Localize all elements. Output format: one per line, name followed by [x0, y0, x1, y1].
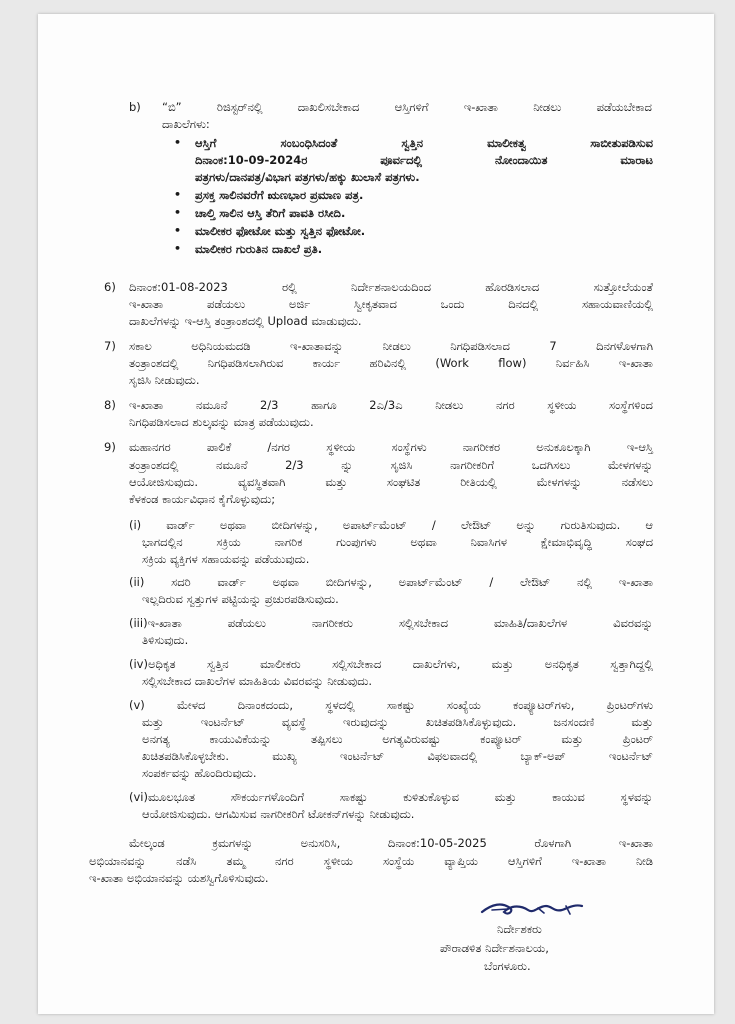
item-text-line: ತಂತ್ರಾಂಶದಲ್ಲಿ ನಿಗಧಿಪಡಿಸಲಾಗಿರುವ ಕಾರ್ಯ ಹರಿವಿನಲ್ಲಿ (Work flow) ನಿರ್ವಹಿಸಿ ಇ-ಖಾತಾ	[129, 356, 653, 370]
sub-item-line: (i) ವಾರ್ಡ್ ಅಥವಾ ಬೀದಿಗಳನ್ನು, ಅಪಾರ್ಟ್‌ಮೆಂಟ್ / ಲೇಔಟ್ ಅನ್ನು ಗುರುತಿಸುವುದು. ಆ	[129, 518, 653, 532]
bullet-text: ಪ್ರಸಕ್ತ ಸಾಲಿನವರೆಗೆ ಋಣಭಾರ ಪ್ರಮಾಣ ಪತ್ರ.	[195, 188, 364, 202]
sub-item-line: ಇಲ್ಲದಿರುವ ಸ್ವತ್ತುಗಳ ಪಟ್ಟಿಯನ್ನು ಪ್ರಚುರಪಡಿಸುವುದು.	[142, 592, 339, 606]
sub-item-line: ಆಯೋಜಿಸುವುದು. ಆಗಮಿಸುವ ನಾಗರೀಕರಿಗೆ ಟೋಕನ್‌ಗಳನ್ನು ನೀಡುವುದು.	[142, 807, 415, 821]
bullet-dot: •	[174, 136, 182, 149]
document-page	[38, 14, 714, 1014]
sub-item-line: ಸಲ್ಲಿಸಬೇಕಾದ ದಾಖಲೆಗಳ ಮಾಹಿತಿಯ ವಿವರವನ್ನು ನೀಡುವುದು.	[142, 674, 373, 688]
bullet-text: ಚಾಲ್ತಿ ಸಾಲಿನ ಆಸ್ತಿ ತೆರಿಗೆ ಪಾವತಿ ರಸೀದಿ.	[195, 206, 346, 220]
item-text-line: ಸಕಾಲ ಅಧಿನಿಯಮದಡಿ ಇ-ಖಾತಾವನ್ನು ನೀಡಲು ನಿಗಧಿಪಡಿಸಲಾದ 7 ದಿನಗಳೊಳಗಾಗಿ	[129, 339, 653, 353]
item-text-line: ಸೃಜಿಸಿ ನೀಡುವುದು.	[129, 373, 200, 387]
sub-item-line: ಸಕ್ರಿಯ ವ್ಯಕ್ತಿಗಳ ಸಹಾಯವನ್ನು ಪಡೆಯುವುದು.	[142, 552, 310, 566]
bullet-dot: •	[174, 224, 182, 237]
item-text-line: ದಿನಾಂಕ:01-08-2023 ರಲ್ಲಿ ನಿರ್ದೇಶನಾಲಯದಿಂದ ಹೊರಡಿಸಲಾದ ಸುತ್ತೋಲೆಯಂತೆ	[129, 280, 653, 294]
bullet-dot: •	[174, 206, 182, 219]
bullet-text: ಮಾಲೀಕರ ಫೋಟೋ ಮತ್ತು ಸ್ವತ್ತಿನ ಫೋಟೋ.	[195, 224, 366, 238]
signature-scribble	[478, 894, 588, 924]
closing-line: ಅಭಿಯಾನವನ್ನು ನಡೆಸಿ ತಮ್ಮ ನಗರ ಸ್ಥಳೀಯ ಸಂಸ್ಥೆಯ ವ್ಯಾಪ್ತಿಯ ಆಸ್ತಿಗಳಿಗೆ ಇ-ಖಾತಾ ನೀಡಿ	[89, 854, 653, 868]
sub-item-line: (vi)ಮೂಲಭೂತ ಸೌಕರ್ಯಗಳೊಂದಿಗೆ ಸಾಕಷ್ಟು ಕುಳಿತುಕೊಳ್ಳುವ ಮತ್ತು ಕಾಯುವ ಸ್ಥಳವನ್ನು	[129, 790, 653, 804]
sub-item-line: ಅನಗತ್ಯ ಕಾಯುವಿಕೆಯನ್ನು ತಪ್ಪಿಸಲು ಅಗತ್ಯವಿರುವಷ್ಟು ಕಂಪ್ಯೂಟರ್ ಮತ್ತು ಪ್ರಿಂಟರ್	[142, 732, 653, 746]
sub-item-line: (iii)ಇ-ಖಾತಾ ಪಡೆಯಲು ನಾಗರೀಕರು ಸಲ್ಲಿಸಬೇಕಾದ ಮಾಹಿತಿ/ದಾಖಲೆಗಳ ವಿವರವನ್ನು	[129, 616, 653, 630]
sub-item-line: (v) ಮೇಳದ ದಿನಾಂಕದಂದು, ಸ್ಥಳದಲ್ಲಿ ಸಾಕಷ್ಟು ಸಂಖ್ಯೆಯ ಕಂಪ್ಯೂಟರ್‌ಗಳು, ಪ್ರಿಂಟರ್‌ಗಳು	[129, 698, 653, 712]
section-b-intro-line: “ಬಿ” ರಿಜಿಸ್ಟರ್‌ನಲ್ಲಿ ದಾಖಲಿಸಬೇಕಾದ ಆಸ್ತಿಗಳಿಗೆ ಇ-ಖಾತಾ ನೀಡಲು ಪಡೆಯಬೇಕಾದ	[162, 100, 652, 114]
sub-item-line: ಮತ್ತು ಇಂಟರ್ನೆಟ್ ವ್ಯವಸ್ಥೆ ಇರುವುದನ್ನು ಖಚಿತಪಡಿಸಿಕೊಳ್ಳುವುದು. ಜನಸಂದಣಿ ಮತ್ತು	[142, 715, 653, 729]
signatory-city: ಬೆಂಗಳೂರು.	[484, 959, 531, 973]
bullet-dot: •	[174, 242, 182, 255]
closing-line: ಮೇಲ್ಕಂಡ ಕ್ರಮಗಳನ್ನು ಅನುಸರಿಸಿ, ದಿನಾಂಕ:10-05-2025 ರೊಳಗಾಗಿ ಇ-ಖಾತಾ	[129, 836, 653, 850]
bullet-text: ಮಾಲೀಕರ ಗುರುತಿನ ದಾಖಲೆ ಪ್ರತಿ.	[195, 242, 323, 256]
section-b-intro-line: ದಾಖಲೆಗಳು:	[162, 117, 210, 131]
sub-item-line: ಭಾಗದಲ್ಲಿನ ಸಕ್ರಿಯ ನಾಗರಿಕ ಗುಂಪುಗಳು ಅಥವಾ ನಿವಾಸಿಗಳ ಕ್ಷೇಮಾಭಿವೃದ್ಧಿ ಸಂಘದ	[142, 535, 653, 549]
bullet-text: ಪತ್ರಗಳು/ದಾನಪತ್ರ/ವಿಭಾಗ ಪತ್ರಗಳು/ಹಕ್ಕು ಖುಲಾಸೆ ಪತ್ರಗಳು.	[195, 170, 420, 184]
bullet-dot: •	[174, 188, 182, 201]
item-text-line: ದಾಖಲೆಗಳನ್ನು ಇ-ಆಸ್ತಿ ತಂತ್ರಾಂಶದಲ್ಲಿ Upload ಮಾಡುವುದು.	[129, 314, 362, 328]
sub-item-line: (iv)ಅಧಿಕೃತ ಸ್ವತ್ತಿನ ಮಾಲೀಕರು ಸಲ್ಲಿಸಬೇಕಾದ ದಾಖಲೆಗಳು, ಮತ್ತು ಅನಧಿಕೃತ ಸ್ವತ್ತಾಗಿದ್ದಲ್ಲಿ	[129, 657, 653, 671]
item-number: 7)	[104, 339, 116, 353]
item-number: 9)	[104, 440, 116, 454]
item-text-line: ಆಯೋಜಿಸುವುದು. ವ್ಯವಸ್ಥಿತವಾಗಿ ಮತ್ತು ಸಂಘಟಿತ ರೀತಿಯಲ್ಲಿ ಮೇಳಗಳನ್ನು ನಡೆಸಲು	[129, 475, 653, 489]
sub-item-line: ಸಂಪರ್ಕವನ್ನು ಹೊಂದಿರುವುದು.	[142, 766, 257, 780]
signatory-office: ಪೌರಾಡಳಿತ ನಿರ್ದೇಶನಾಲಯ,	[440, 941, 549, 955]
sub-item-line: (ii) ಸದರಿ ವಾರ್ಡ್ ಅಥವಾ ಬೀದಿಗಳನ್ನು, ಅಪಾರ್ಟ್‌ಮೆಂಟ್ / ಲೇಔಟ್ ನಲ್ಲಿ ಇ-ಖಾತಾ	[129, 575, 653, 589]
item-text-line: ಕೆಳಕಂಡ ಕಾರ್ಯವಿಧಾನ ಕೈಗೊಳ್ಳುವುದು;	[129, 492, 276, 506]
item-text-line: ನಿಗಧಿಪಡಿಸಲಾದ ಶುಲ್ಕವನ್ನು ಮಾತ್ರ ಪಡೆಯುವುದು.	[129, 415, 314, 429]
item-text-line: ಇ-ಖಾತಾ ಪಡೆಯಲು ಅರ್ಜಿ ಸ್ವೀಕೃತವಾದ ಒಂದು ದಿನದಲ್ಲಿ ಸಹಾಯವಾಣಿಯಲ್ಲಿ	[129, 297, 653, 311]
bullet-text: ದಿನಾಂಕ:10-09-2024ರ ಪೂರ್ವದಲ್ಲಿ ನೋಂದಾಯಿತ ಮಾರಾಟ	[195, 153, 653, 167]
signatory-designation: ನಿರ್ದೇಶಕರು	[497, 922, 542, 936]
section-b-label: b)	[129, 100, 141, 114]
closing-line: ಇ-ಖಾತಾ ಅಭಿಯಾನವನ್ನು ಯಶಸ್ವಿಗೊಳಿಸುವುದು.	[89, 871, 269, 885]
sub-item-line: ಖಚಿತಪಡಿಸಿಕೊಳ್ಳಬೇಕು. ಮುಖ್ಯ ಇಂಟರ್ನೆಟ್ ವಿಫಲವಾದಲ್ಲಿ ಬ್ಯಾಕ್-ಅಪ್ ಇಂಟರ್ನೆಟ್	[142, 749, 653, 763]
sub-item-line: ತಿಳಿಸುವುದು.	[142, 633, 189, 647]
item-number: 6)	[104, 280, 116, 294]
item-text-line: ತಂತ್ರಾಂಶದಲ್ಲಿ ನಮೂನೆ 2/3 ನ್ನು ಸೃಜಿಸಿ ನಾಗರೀಕರಿಗೆ ಒದಗಿಸಲು ಮೇಳಗಳನ್ನು	[129, 458, 653, 472]
item-text-line: ಇ-ಖಾತಾ ನಮೂನೆ 2/3 ಹಾಗೂ 2ಎ/3ಎ ನೀಡಲು ನಗರ ಸ್ಥಳೀಯ ಸಂಸ್ಥೆಗಳಿಂದ	[129, 398, 653, 412]
bullet-text: ಆಸ್ತಿಗೆ ಸಂಬಂಧಿಸಿದಂತೆ ಸ್ವತ್ತಿನ ಮಾಲೀಕತ್ವ ಸಾಬೀತುಪಡಿಸುವ	[195, 136, 653, 150]
item-text-line: ಮಹಾನಗರ ಪಾಲಿಕೆ /ನಗರ ಸ್ಥಳೀಯ ಸಂಸ್ಥೆಗಳು ನಾಗರೀಕರ ಅನುಕೂಲಕ್ಕಾಗಿ ಇ-ಆಸ್ತಿ	[129, 440, 653, 454]
item-number: 8)	[104, 398, 116, 412]
